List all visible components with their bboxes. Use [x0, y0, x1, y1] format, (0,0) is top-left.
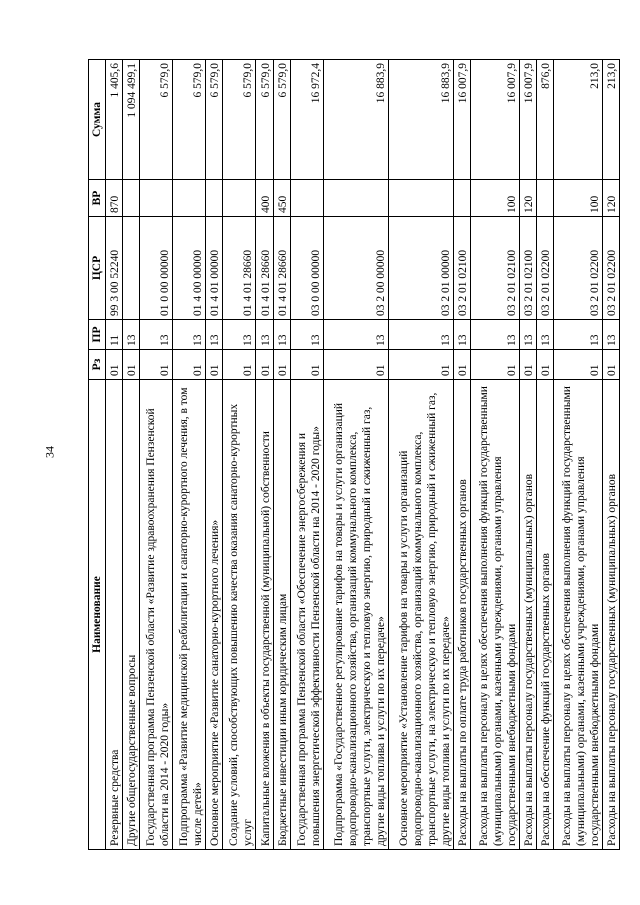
row-csr: 03 2 01 02200: [536, 217, 553, 320]
row-sum: 6 579,0: [223, 60, 256, 180]
row-pr: 13: [388, 320, 453, 350]
row-sum: 6 579,0: [256, 60, 273, 180]
row-rz: 01: [519, 350, 536, 380]
row-csr: 03 2 01 00000: [388, 217, 453, 320]
row-name: Государственная программа Пензенской области «Развитие здравоохранения Пензенской области на 2014 - 2020 годы»: [140, 380, 173, 850]
row-sum: 213,0: [602, 60, 619, 180]
row-vr: [173, 180, 206, 217]
table-row: [553, 60, 602, 850]
row-rz: 01: [453, 350, 470, 380]
table-row: [140, 60, 173, 850]
row-sum: 16 007,9: [470, 60, 519, 180]
row-pr: 13: [123, 320, 140, 350]
row-csr: 03 2 01 02100: [453, 217, 470, 320]
row-pr: 13: [536, 320, 553, 350]
row-rz: 01: [536, 350, 553, 380]
row-name: Расходы на обеспечение функций государственных органов: [536, 380, 553, 850]
row-pr: 13: [223, 320, 256, 350]
row-pr: 13: [290, 320, 323, 350]
col-header-name: Наименование: [89, 380, 106, 850]
row-csr: 03 2 01 02100: [519, 217, 536, 320]
row-vr: 120: [519, 180, 536, 217]
row-rz: 01: [290, 350, 323, 380]
col-header-csr: ЦСР: [89, 217, 106, 320]
row-csr: 01 4 01 00000: [206, 217, 223, 320]
row-pr: 13: [256, 320, 273, 350]
row-csr: 01 0 00 00000: [140, 217, 173, 320]
table-row: [173, 60, 206, 850]
row-pr: 13: [519, 320, 536, 350]
row-vr: 120: [602, 180, 619, 217]
row-vr: [123, 180, 140, 217]
row-vr: [223, 180, 256, 217]
row-vr: [453, 180, 470, 217]
row-name: Другие общегосударственные вопросы: [123, 380, 140, 850]
row-sum: 16 972,4: [290, 60, 323, 180]
row-csr: 03 2 01 02200: [553, 217, 602, 320]
row-sum: 6 579,0: [273, 60, 290, 180]
row-vr: [140, 180, 173, 217]
table-row: [519, 60, 536, 850]
row-sum: 16 883,9: [323, 60, 388, 180]
row-name: Резервные средства: [106, 380, 123, 850]
table-row: [470, 60, 519, 850]
row-pr: 13: [470, 320, 519, 350]
row-vr: 100: [553, 180, 602, 217]
table-row: [536, 60, 553, 850]
row-name: Расходы на выплаты персоналу государственных (муниципальных) органов: [602, 380, 619, 850]
row-name: Расходы на выплаты персоналу государственных (муниципальных) органов: [519, 380, 536, 850]
row-csr: [123, 217, 140, 320]
row-rz: 01: [470, 350, 519, 380]
row-rz: 01: [140, 350, 173, 380]
row-pr: 13: [602, 320, 619, 350]
row-name: Государственная программа Пензенской области «Обеспечение энергосбережения и повышения энергетической эффективности Пензенской области на 2014 - 2020 годы»: [290, 380, 323, 850]
table-row: [453, 60, 470, 850]
row-name: Основное мероприятие «Установление тарифов на товары и услуги организаций водопроводно-канализационного хозяйства, организаций коммунального комплекса, транспортные услуги, на электрическую и тепловую энергию, природный и сжиженный газ, другие виды топлива и услуги по их передаче»: [388, 380, 453, 850]
col-header-rz: Рз: [89, 350, 106, 380]
table-row: [106, 60, 123, 850]
row-vr: [323, 180, 388, 217]
row-csr: 03 0 00 00000: [290, 217, 323, 320]
row-csr: 03 2 01 02100: [470, 217, 519, 320]
col-header-sum: Сумма: [89, 60, 106, 180]
row-sum: 16 883,9: [388, 60, 453, 180]
table-row: [273, 60, 290, 850]
row-name: Бюджетные инвестиции иным юридическим лицам: [273, 380, 290, 850]
row-rz: 01: [106, 350, 123, 380]
row-rz: 01: [223, 350, 256, 380]
row-rz: 01: [388, 350, 453, 380]
row-rz: 01: [602, 350, 619, 380]
row-csr: 01 4 00 00000: [173, 217, 206, 320]
row-vr: 450: [273, 180, 290, 217]
table-row: [323, 60, 388, 850]
table-row: [206, 60, 223, 850]
row-vr: [290, 180, 323, 217]
row-name: Подпрограмма «Развитие медицинской реабилитации и санаторно-курортного лечения, в том числе детей»: [173, 380, 206, 850]
row-sum: 6 579,0: [206, 60, 223, 180]
row-rz: 01: [206, 350, 223, 380]
row-vr: 100: [470, 180, 519, 217]
row-csr: 03 2 01 02200: [602, 217, 619, 320]
table-row: [388, 60, 453, 850]
budget-table: [88, 59, 620, 850]
row-pr: 13: [273, 320, 290, 350]
row-csr: 01 4 01 28660: [256, 217, 273, 320]
page-number: 34: [42, 446, 57, 458]
row-pr: 13: [453, 320, 470, 350]
row-vr: 870: [106, 180, 123, 217]
row-name: Капитальные вложения в объекты государственной (муниципальной) собственности: [256, 380, 273, 850]
row-sum: 6 579,0: [140, 60, 173, 180]
table-row: [256, 60, 273, 850]
rotated-page: [88, 60, 620, 850]
row-pr: 13: [323, 320, 388, 350]
row-sum: 16 007,9: [519, 60, 536, 180]
row-rz: 01: [173, 350, 206, 380]
row-vr: 400: [256, 180, 273, 217]
table-row: [223, 60, 256, 850]
row-csr: 01 4 01 28660: [273, 217, 290, 320]
row-name: Расходы на выплаты персоналу в целях обеспечения выполнения функций государственными (муниципальными) органами, казенными учреждениями, органами управления государственными внебюджетными фондами: [470, 380, 519, 850]
row-pr: 13: [140, 320, 173, 350]
header-row: [89, 60, 106, 850]
row-sum: 876,0: [536, 60, 553, 180]
row-csr: 01 4 01 28660: [223, 217, 256, 320]
row-csr: 03 2 00 00000: [323, 217, 388, 320]
row-name: Основное мероприятие «Развитие санаторно-курортного лечения»: [206, 380, 223, 850]
row-vr: [206, 180, 223, 217]
row-name: Расходы на выплаты персоналу в целях обеспечения выполнения функций государственными (муниципальными) органами, казенными учреждениями, органами управления государственными внебюджетными фондами: [553, 380, 602, 850]
row-rz: 01: [273, 350, 290, 380]
row-pr: 11: [106, 320, 123, 350]
row-rz: 01: [553, 350, 602, 380]
row-vr: [388, 180, 453, 217]
row-pr: 13: [553, 320, 602, 350]
row-sum: 6 579,0: [173, 60, 206, 180]
row-name: Создание условий, способствующих повышению качества оказания санаторно-курортных услуг: [223, 380, 256, 850]
row-sum: 16 007,9: [453, 60, 470, 180]
row-sum: 1 405,6: [106, 60, 123, 180]
row-rz: 01: [123, 350, 140, 380]
row-rz: 01: [256, 350, 273, 380]
row-sum: 213,0: [553, 60, 602, 180]
table-row: [123, 60, 140, 850]
row-csr: 99 3 00 52240: [106, 217, 123, 320]
row-vr: [536, 180, 553, 217]
table-row: [602, 60, 619, 850]
col-header-pr: ПР: [89, 320, 106, 350]
row-rz: 01: [323, 350, 388, 380]
col-header-vr: ВР: [89, 180, 106, 217]
row-pr: 13: [173, 320, 206, 350]
row-sum: 1 094 499,1: [123, 60, 140, 180]
row-name: Подпрограмма «Государственное регулирование тарифов на товары и услуги организаций водопроводно-канализационного хозяйства, организаций коммунального комплекса, транспортные услуги, электрическую и тепловую энергию, природный и сжиженный газ, другие виды топлива и услуги по их передаче»: [323, 380, 388, 850]
row-name: Расходы на выплаты по оплате труда работников государственных органов: [453, 380, 470, 850]
row-pr: 13: [206, 320, 223, 350]
table-row: [290, 60, 323, 850]
